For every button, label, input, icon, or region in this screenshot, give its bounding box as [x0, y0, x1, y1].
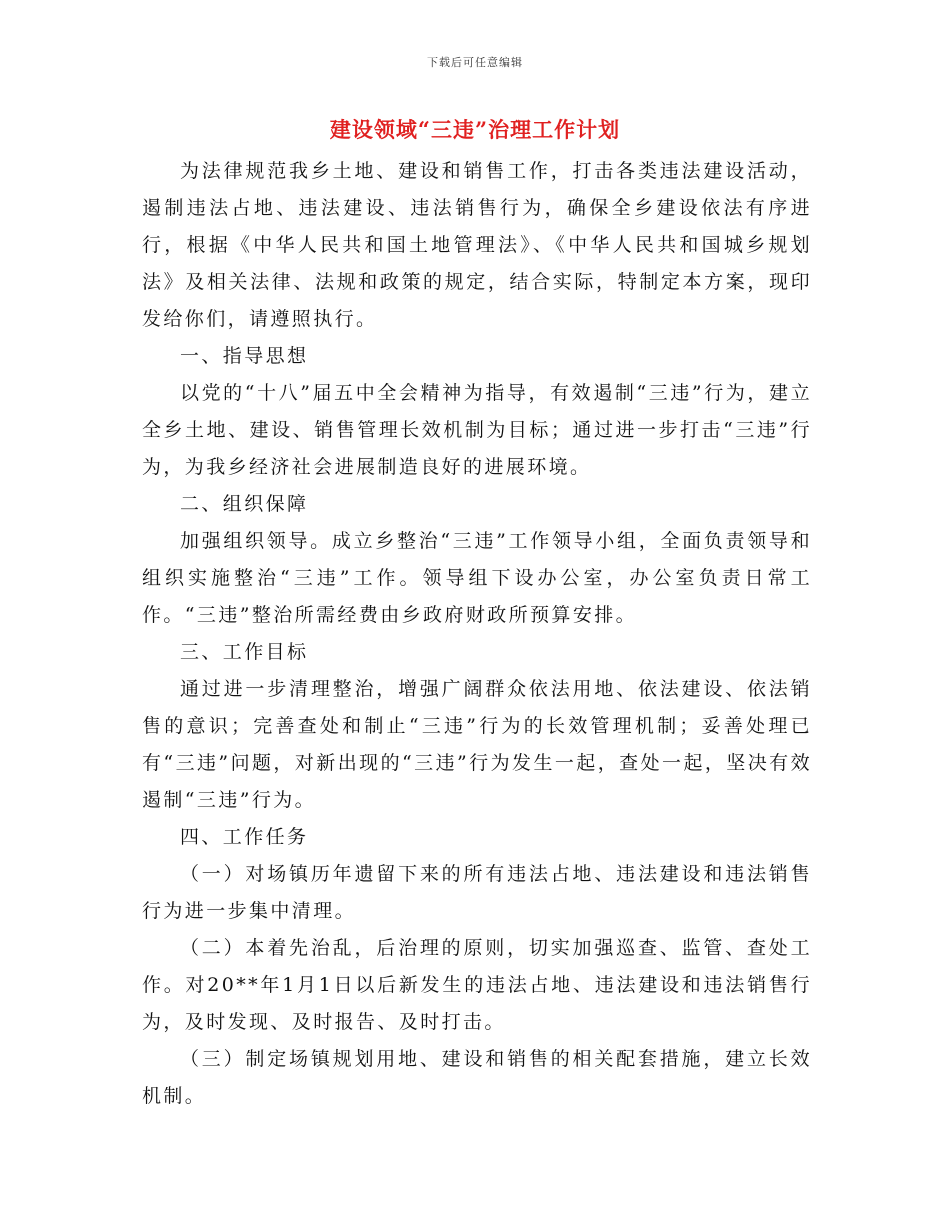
- section-heading-guiding-ideology: 一、指导思想: [180, 345, 309, 367]
- page-header-note: 下载后可任意编辑: [427, 56, 523, 69]
- guiding-ideology-paragraph: 以党的“十八”届五中全会精神为指导，有效遏制“三违”行为，建立全乡土地、建设、销售管理长效机制为目标；通过进一步打击“三违”行为，为我乡经济社会进展制造良好的进展环境。: [142, 382, 812, 478]
- task-item-2: （二）本着先治乱，后治理的原则，切实加强巡查、监管、查处工作。对20**年1月1日以后新发生的违法占地、违法建设和违法销售行为，及时发现、及时报告、及时打击。: [142, 937, 812, 1033]
- section-heading-organization: 二、组织保障: [180, 493, 309, 515]
- task-item-1: （一）对场镇历年遗留下来的所有违法占地、违法建设和违法销售行为进一步集中清理。: [142, 863, 812, 922]
- organization-paragraph: 加强组织领导。成立乡整治“三违”工作领导小组，全面负责领导和组织实施整治“三违”工作。领导组下设办公室，办公室负责日常工作。“三违”整治所需经费由乡政府财政所预算安排。: [142, 530, 812, 626]
- document-body: [142, 153, 812, 1115]
- section-heading-work-tasks: 四、工作任务: [180, 826, 309, 848]
- intro-paragraph: 为法律规范我乡土地、建设和销售工作，打击各类违法建设活动，遏制违法占地、违法建设、违法销售行为，确保全乡建设依法有序进行，根据《中华人民共和国土地管理法》、《中华人民共和国城乡规划法》及相关法律、法规和政策的规定，结合实际，特制定本方案，现印发给你们，请遵照执行。: [142, 160, 812, 330]
- section-heading-work-goals: 三、工作目标: [180, 641, 309, 663]
- task-item-3: （三）制定场镇规划用地、建设和销售的相关配套措施，建立长效机制。: [142, 1048, 812, 1107]
- work-goals-paragraph: 通过进一步清理整治，增强广阔群众依法用地、依法建设、依法销售的意识；完善查处和制止“三违”行为的长效管理机制；妥善处理已有“三违”问题，对新出现的“三违”行为发生一起，查处一起，坚决有效遏制“三违”行为。: [142, 678, 812, 811]
- document-title: 建设领域“三违”治理工作计划: [329, 117, 621, 142]
